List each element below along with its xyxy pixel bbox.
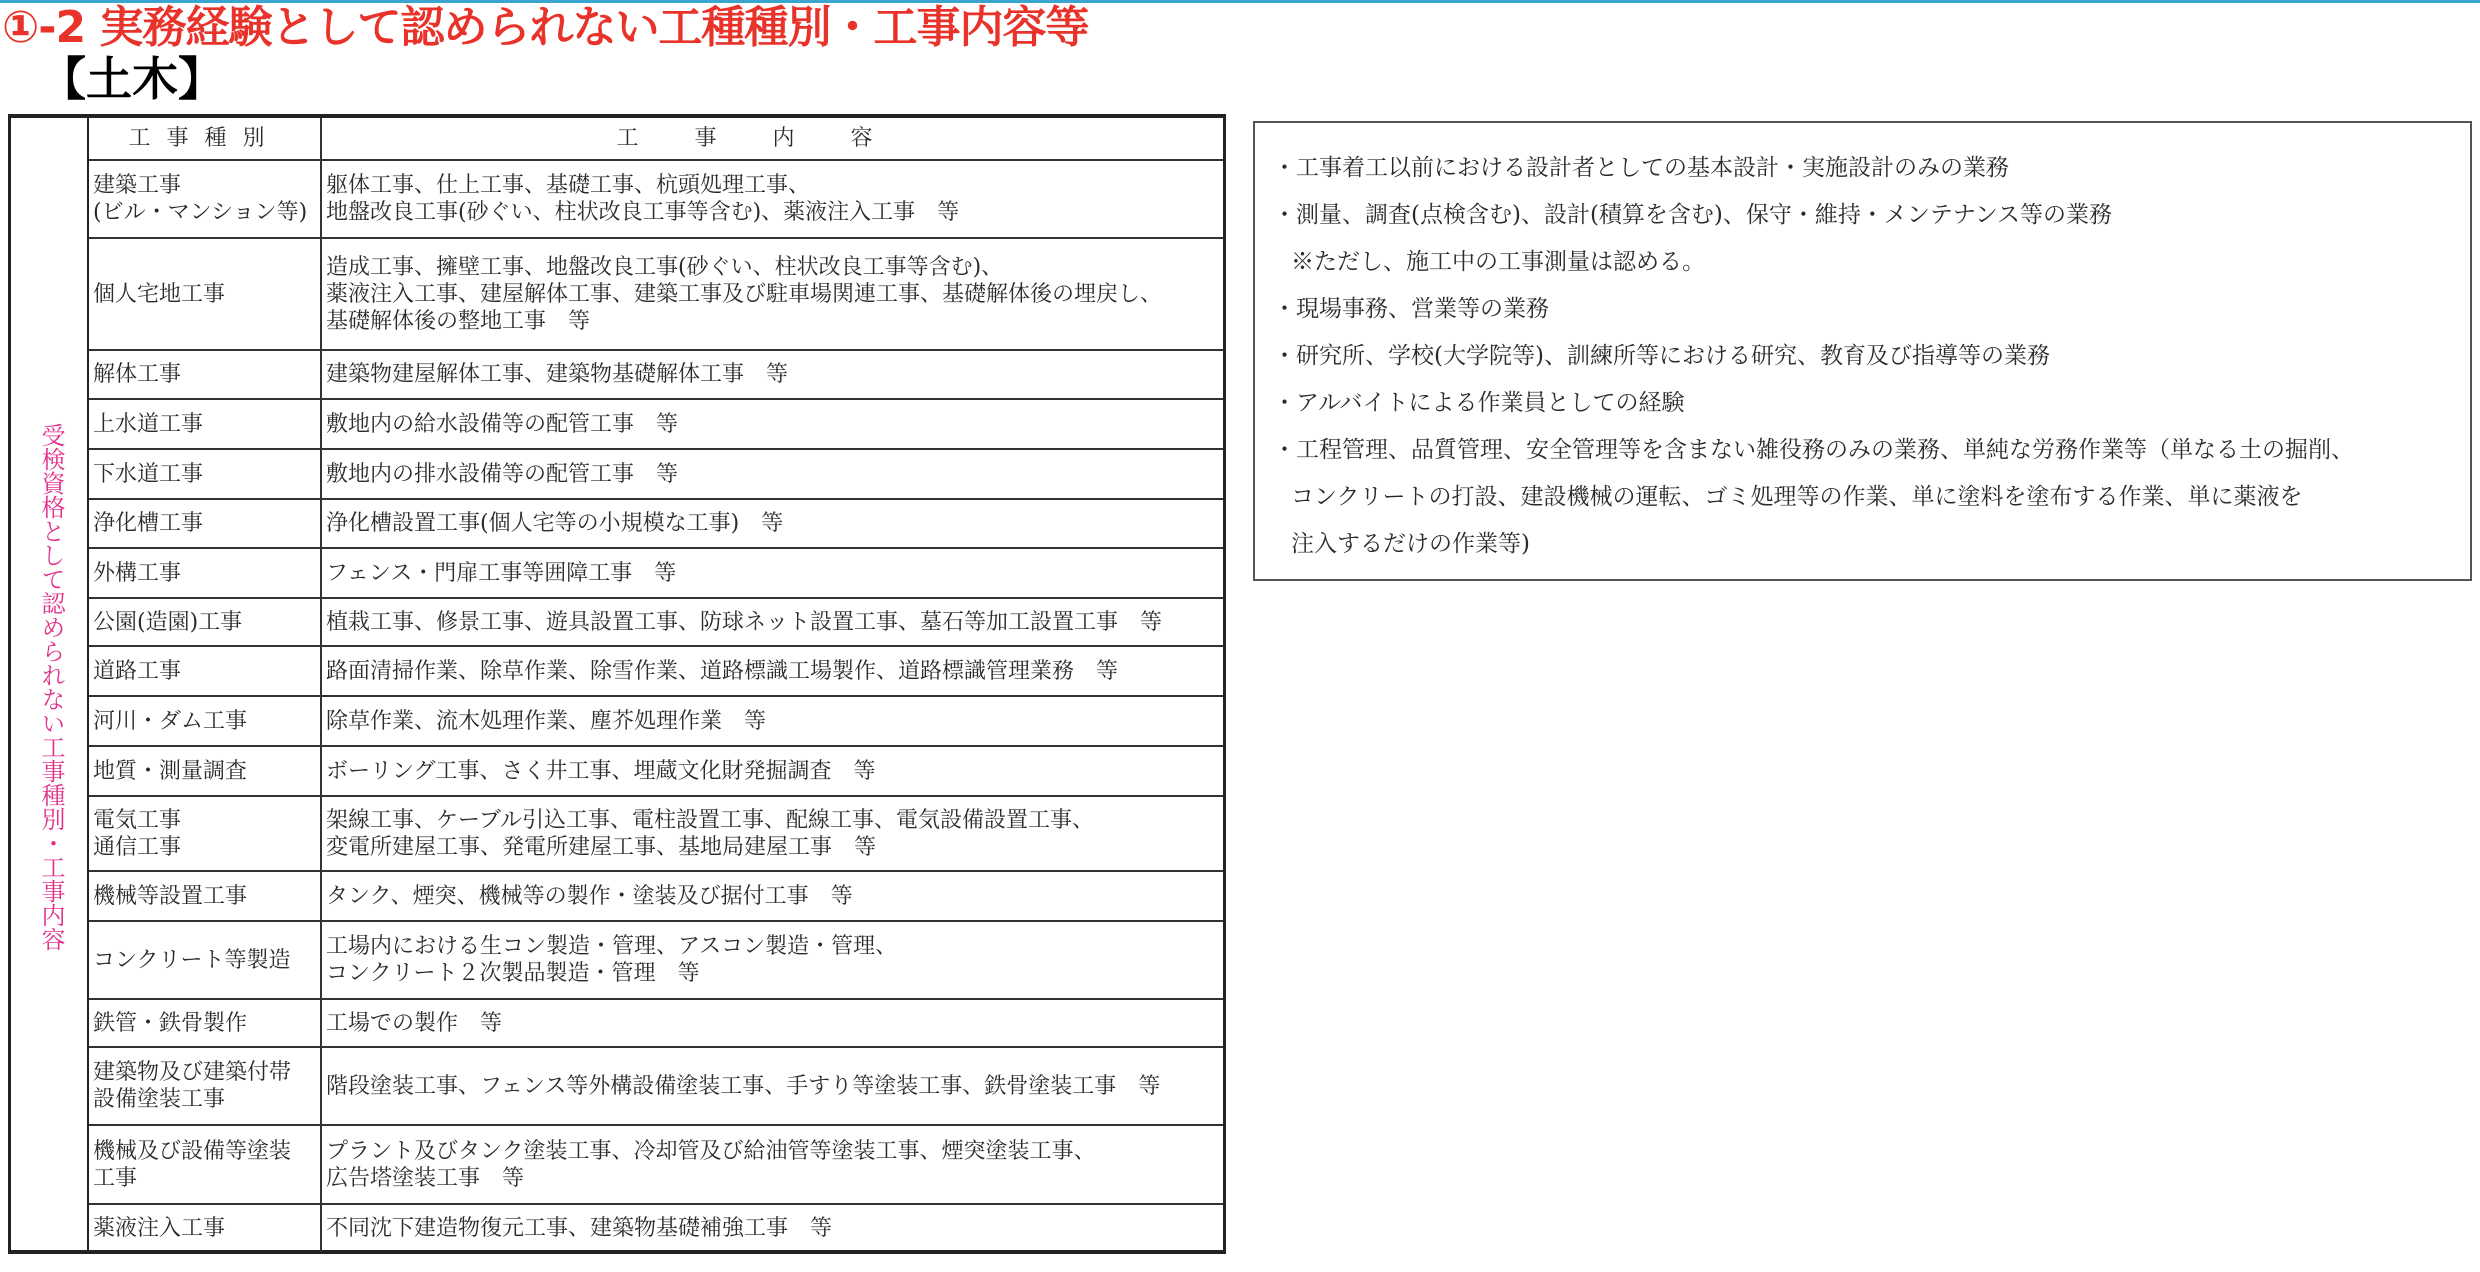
content-line: 工場での製作 等	[326, 1010, 503, 1036]
column-header-content: 工事内容	[321, 118, 1223, 160]
content-line: 路面清掃作業、除草作業、除雪作業、道路標識工場製作、道路標識管理業務 等	[326, 658, 1119, 684]
category-line: 外構工事	[93, 560, 182, 586]
content-cell	[321, 1125, 1223, 1204]
page-title: ①-2 実務経験として認められない工種種別・工事内容等	[2, 2, 1089, 53]
content-cell	[321, 238, 1223, 350]
category-cell	[89, 1125, 321, 1204]
table-row	[89, 796, 1223, 871]
content-line: 階段塗装工事、フェンス等外構設備塗装工事、手すり等塗装工事、鉄骨塗装工事 等	[326, 1073, 1161, 1099]
table-row	[89, 1204, 1223, 1252]
column-header-category: 工事種別	[89, 118, 321, 160]
table-row	[89, 1047, 1223, 1125]
category-line: 設備塗装工事	[93, 1087, 226, 1112]
category-line: 建築物及び建築付帯	[93, 1060, 292, 1085]
note-line: ・現場事務、営業等の業務	[1273, 296, 1549, 322]
note-line: ・工程管理、品質管理、安全管理等を含まない雑役務のみの業務、単純な労務作業等（単なる土の掘削、	[1273, 437, 2354, 463]
notes-box	[1253, 121, 2472, 581]
table-row	[89, 646, 1223, 696]
category-line: 下水道工事	[93, 461, 204, 487]
content-cell	[321, 746, 1223, 796]
category-line: 通信工事	[93, 834, 182, 860]
table-row	[89, 160, 1223, 238]
category-cell	[89, 238, 321, 350]
content-line: 植栽工事、修景工事、遊具設置工事、防球ネット設置工事、墓石等加工設置工事 等	[326, 609, 1163, 635]
category-line: (ビル・マンション等)	[93, 200, 308, 225]
category-line: 上水道工事	[93, 411, 204, 437]
category-line: 浄化槽工事	[93, 511, 204, 536]
content-line: タンク、煙突、機械等の製作・塗装及び据付工事 等	[326, 883, 853, 909]
category-cell	[89, 160, 321, 238]
category-cell	[89, 871, 321, 921]
category-line: 工事	[93, 1165, 138, 1191]
content-line: 除草作業、流木処理作業、塵芥処理作業 等	[326, 708, 767, 734]
category-cell	[89, 350, 321, 399]
content-cell	[321, 160, 1223, 238]
category-cell	[89, 921, 321, 999]
content-cell	[321, 921, 1223, 999]
content-line: 建築物建屋解体工事、建築物基礎解体工事 等	[326, 362, 789, 387]
side-label-cell	[11, 118, 89, 1250]
category-line: 道路工事	[93, 658, 182, 684]
category-line: 電気工事	[93, 807, 182, 833]
content-line: 変電所建屋工事、発電所建屋工事、基地局建屋工事 等	[326, 834, 877, 860]
category-cell	[89, 999, 321, 1047]
table-row	[89, 350, 1223, 399]
content-cell	[321, 696, 1223, 746]
content-line: ボーリング工事、さく井工事、埋蔵文化財発掘調査 等	[326, 758, 876, 784]
table-row	[89, 449, 1223, 499]
category-line: 建築工事	[93, 173, 182, 198]
note-line: ・研究所、学校(大学院等)、訓練所等における研究、教育及び指導等の業務	[1273, 343, 2050, 369]
table-row	[89, 499, 1223, 548]
category-line: 解体工事	[93, 362, 182, 387]
content-line: コンクリート２次製品製造・管理 等	[326, 961, 700, 986]
content-cell	[321, 871, 1223, 921]
content-cell	[321, 999, 1223, 1047]
content-cell	[321, 350, 1223, 399]
category-line: コンクリート等製造	[93, 947, 291, 973]
content-line: 広告塔塗装工事 等	[326, 1165, 525, 1191]
content-line: 架線工事、ケーブル引込工事、電柱設置工事、配線工事、電気設備設置工事、	[326, 807, 1095, 833]
content-cell	[321, 548, 1223, 598]
category-cell	[89, 598, 321, 646]
category-cell	[89, 796, 321, 871]
note-line: 注入するだけの作業等)	[1291, 531, 1530, 557]
table-row	[89, 999, 1223, 1047]
category-line: 機械及び設備等塗装	[93, 1138, 292, 1164]
category-cell	[89, 746, 321, 796]
content-line: プラント及びタンク塗装工事、冷却管及び給油管等塗装工事、煙突塗装工事、	[326, 1138, 1096, 1164]
content-cell	[321, 449, 1223, 499]
content-cell	[321, 399, 1223, 449]
category-line: 河川・ダム工事	[93, 708, 248, 734]
category-cell	[89, 1047, 321, 1125]
table-row	[89, 238, 1223, 350]
content-line: 敷地内の排水設備等の配管工事 等	[326, 461, 679, 487]
note-line: ・工事着工以前における設計者としての基本設計・実施設計のみの業務	[1273, 155, 2009, 181]
content-line: 基礎解体後の整地工事 等	[326, 308, 591, 334]
table-row	[89, 696, 1223, 746]
category-cell	[89, 548, 321, 598]
content-line: 薬液注入工事、建屋解体工事、建築工事及び駐車場関連工事、基礎解体後の埋戻し、	[326, 281, 1163, 307]
note-line: ・アルバイトによる作業員としての経験	[1273, 390, 1685, 416]
content-cell	[321, 796, 1223, 871]
category-line: 鉄管・鉄骨製作	[93, 1010, 248, 1036]
note-line: コンクリートの打設、建設機械の運転、ゴミ処理等の作業、単に塗料を塗布する作業、単に薬液を	[1291, 484, 2303, 510]
content-cell	[321, 499, 1223, 548]
excluded-works-table	[8, 114, 1226, 1254]
category-cell	[89, 696, 321, 746]
content-line: 躯体工事、仕上工事、基礎工事、杭頭処理工事、	[326, 173, 811, 198]
category-line: 地質・測量調査	[93, 758, 248, 784]
content-cell	[321, 646, 1223, 696]
table-row	[89, 399, 1223, 449]
category-line: 個人宅地工事	[93, 281, 226, 307]
category-cell	[89, 399, 321, 449]
works-table	[89, 118, 1223, 1252]
table-row	[89, 598, 1223, 646]
content-line: 地盤改良工事(砂ぐい、柱状改良工事等含む)、薬液注入工事 等	[326, 200, 960, 225]
content-line: 不同沈下建造物復元工事、建築物基礎補強工事 等	[326, 1216, 833, 1241]
table-row	[89, 746, 1223, 796]
side-label: 受検資格として認められない工事種別・工事内容	[37, 423, 65, 951]
category-cell	[89, 1204, 321, 1252]
category-line: 公園(造園)工事	[93, 609, 243, 635]
content-cell	[321, 598, 1223, 646]
page-subtitle: 【土木】	[40, 52, 224, 106]
table-row	[89, 871, 1223, 921]
category-cell	[89, 499, 321, 548]
category-line: 薬液注入工事	[93, 1216, 226, 1241]
table-row	[89, 548, 1223, 598]
category-line: 機械等設置工事	[93, 883, 248, 909]
content-line: 造成工事、擁壁工事、地盤改良工事(砂ぐい、柱状改良工事等含む)、	[326, 254, 1004, 280]
content-line: 敷地内の給水設備等の配管工事 等	[326, 411, 679, 437]
note-line: ※ただし、施工中の工事測量は認める。	[1291, 249, 1705, 275]
note-line: ・測量、調査(点検含む)、設計(積算を含む)、保守・維持・メンテナンス等の業務	[1273, 202, 2113, 228]
content-cell	[321, 1204, 1223, 1252]
table-row	[89, 921, 1223, 999]
category-cell	[89, 449, 321, 499]
content-line: フェンス・門扉工事等囲障工事 等	[326, 560, 677, 586]
table-row	[89, 1125, 1223, 1204]
content-line: 工場内における生コン製造・管理、アスコン製造・管理、	[326, 934, 898, 959]
content-cell	[321, 1047, 1223, 1125]
content-line: 浄化槽設置工事(個人宅等の小規模な工事) 等	[326, 511, 784, 536]
category-cell	[89, 646, 321, 696]
